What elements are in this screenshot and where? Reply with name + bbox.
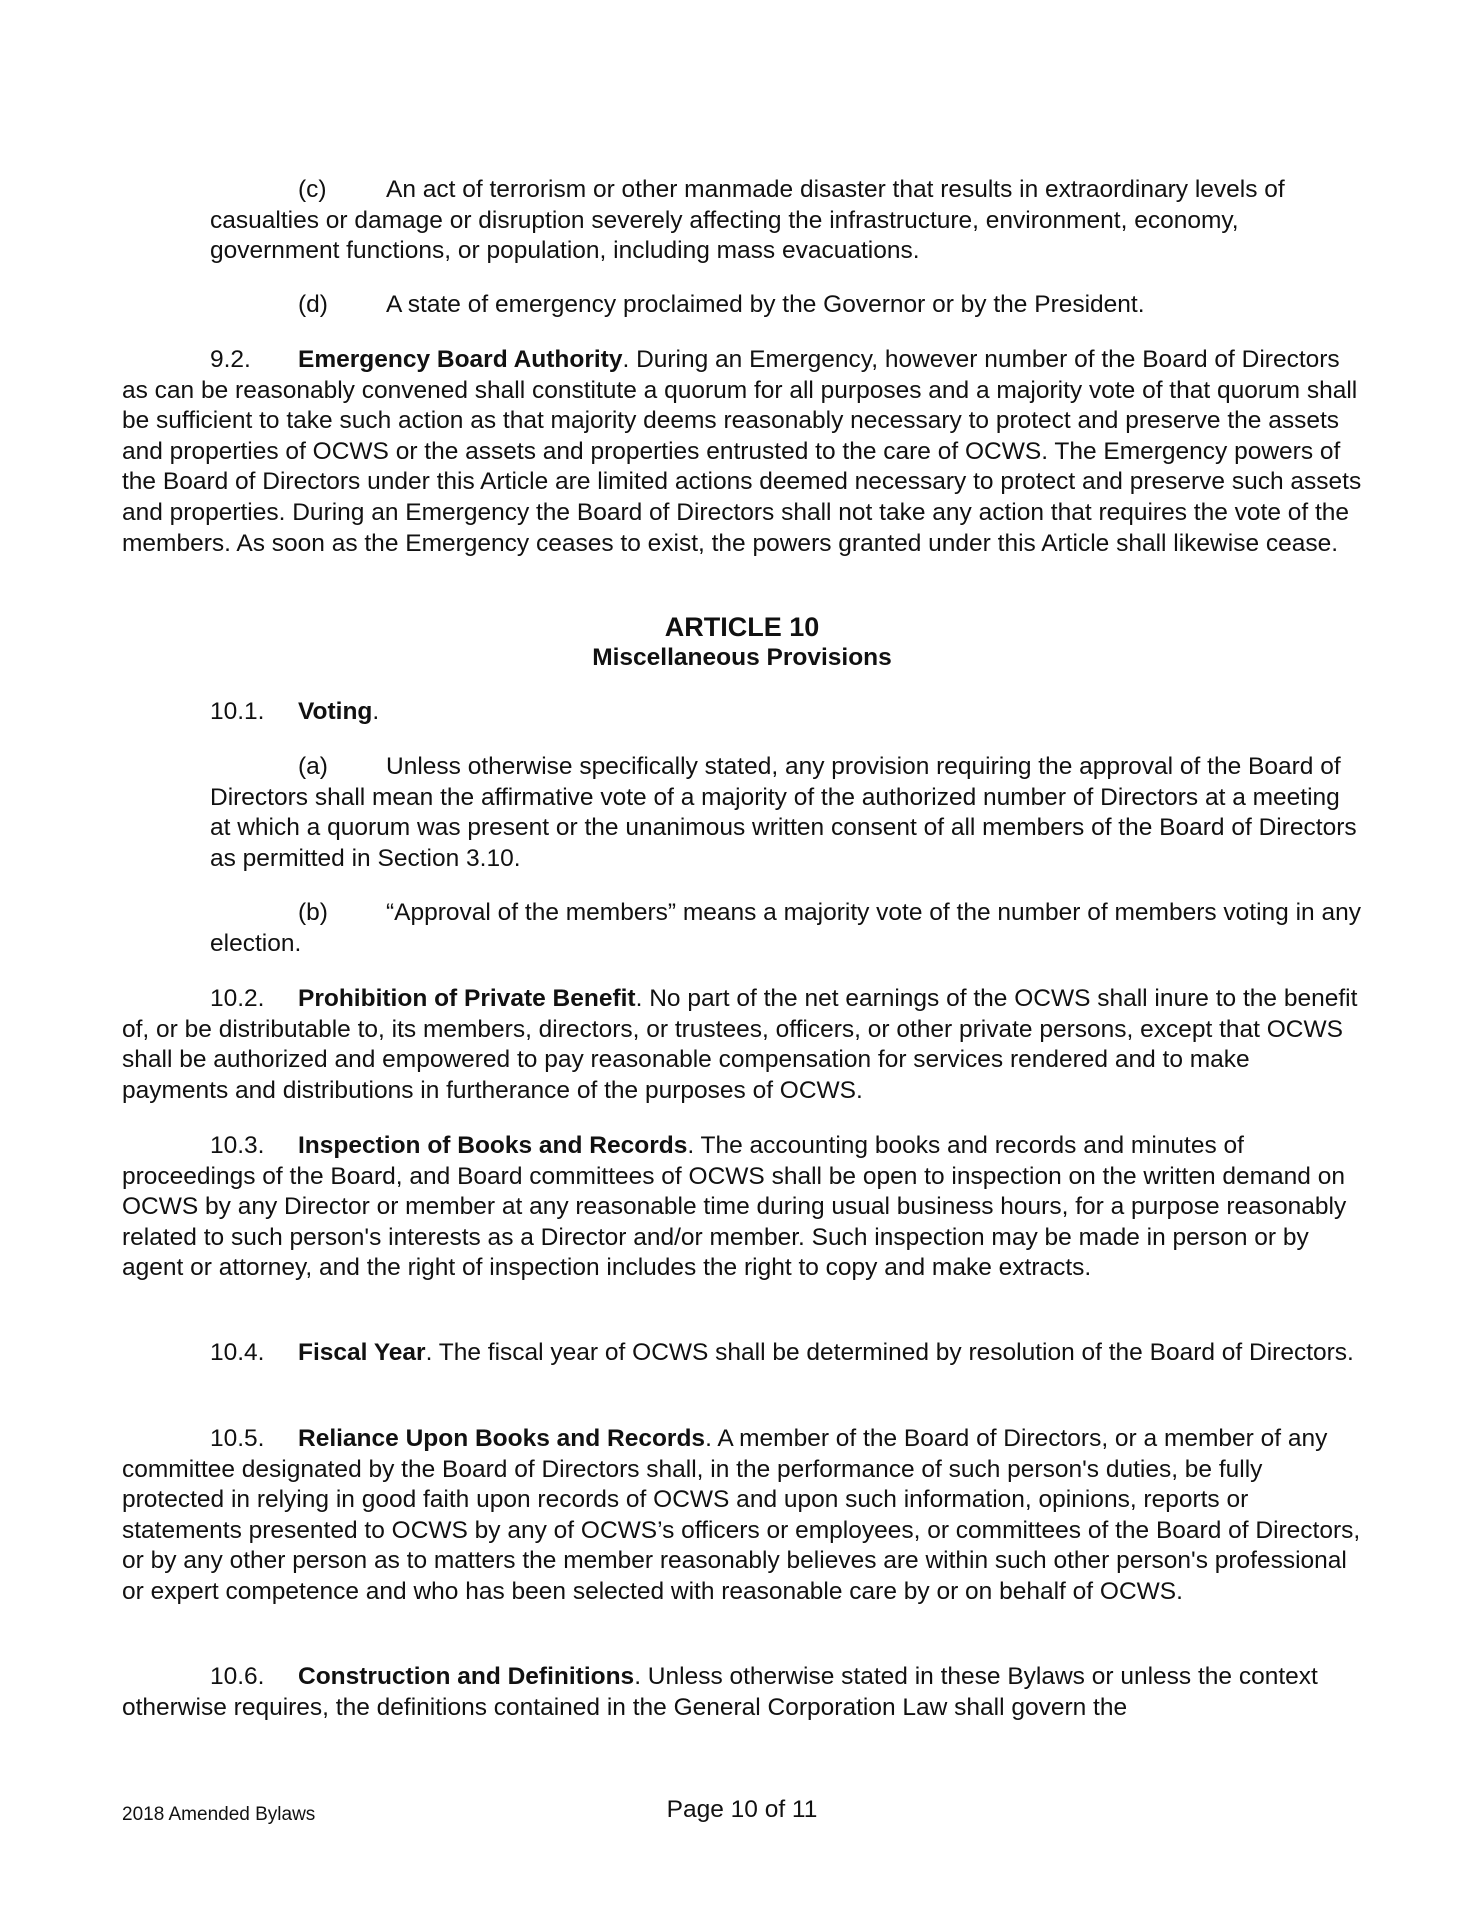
section-heading: Voting bbox=[298, 698, 373, 725]
paragraph-text: Unless otherwise specifically stated, any provision requiring the approval of the Board of Directors shall mean the affirmative vote of a majority of the authorized number of Directors at a meeting at which a quorum was present or the unanimous written consent of all members of the Board of Directors as permitted in Section 3.10. bbox=[210, 753, 1357, 872]
section-10-5 bbox=[122, 1424, 1362, 1608]
section-text: . The fiscal year of OCWS shall be determined by resolution of the Board of Directors. bbox=[425, 1339, 1354, 1366]
section-heading: Inspection of Books and Records bbox=[298, 1132, 688, 1159]
section-heading: Reliance Upon Books and Records bbox=[298, 1425, 706, 1452]
paragraph-text: An act of terrorism or other manmade disaster that results in extraordinary levels of casualties or damage or disruption severely affecting the infrastructure, environment, economy, government functions, or population, including mass evacuations. bbox=[210, 176, 1285, 265]
footer-document-name: 2018 Amended Bylaws bbox=[122, 1804, 316, 1825]
article-title: ARTICLE 10 bbox=[664, 612, 820, 642]
section-heading: Fiscal Year bbox=[298, 1339, 426, 1366]
section-10-4 bbox=[122, 1338, 1362, 1369]
section-number: 10.4. bbox=[210, 1339, 265, 1366]
section-suffix: . bbox=[372, 698, 380, 725]
paragraph-label: (b) bbox=[298, 899, 328, 926]
section-9-2 bbox=[122, 345, 1362, 559]
paragraph-c bbox=[210, 175, 1362, 267]
paragraph-a bbox=[210, 752, 1362, 874]
section-10-1 bbox=[122, 697, 1362, 728]
paragraph-b bbox=[210, 898, 1362, 959]
article-heading bbox=[0, 612, 1484, 673]
paragraph-d bbox=[210, 290, 1362, 321]
paragraph-text: “Approval of the members” means a majority vote of the number of members voting in any election. bbox=[210, 899, 1361, 957]
section-text: . The accounting books and records and minutes of proceedings of the Board, and Board committees of OCWS shall be open to inspection on the written demand on OCWS by any Director or member at any reasonable time during usual business hours, for a purpose reasonably related to such person's interests as a Director and/or member. Such inspection may be made in person or by agent or attorney, and the right of inspection includes the right to copy and make extracts. bbox=[122, 1132, 1347, 1282]
section-text: . Unless otherwise stated in these Bylaws or unless the context otherwise requires, the definitions contained in the General Corporation Law shall govern the bbox=[122, 1663, 1318, 1721]
section-number: 10.3. bbox=[210, 1132, 265, 1159]
section-number: 10.2. bbox=[210, 985, 265, 1012]
section-number: 9.2. bbox=[210, 346, 251, 373]
section-text: . No part of the net earnings of the OCWS shall inure to the benefit of, or be distributable to, its members, directors, or trustees, officers, or other private persons, except that OCWS shall be authorized and empowered to pay reasonable compensation for services rendered and to make payments and distributions in furtherance of the purposes of OCWS. bbox=[122, 985, 1358, 1104]
paragraph-text: A state of emergency proclaimed by the Governor or by the President. bbox=[386, 291, 1145, 318]
section-number: 10.6. bbox=[210, 1663, 265, 1690]
section-heading: Emergency Board Authority bbox=[298, 346, 623, 373]
section-10-2 bbox=[122, 984, 1362, 1106]
section-number: 10.1. bbox=[210, 698, 265, 725]
paragraph-label: (c) bbox=[298, 176, 327, 203]
paragraph-label: (a) bbox=[298, 753, 328, 780]
section-number: 10.5. bbox=[210, 1425, 265, 1452]
article-subtitle: Miscellaneous Provisions bbox=[592, 643, 892, 671]
paragraph-label: (d) bbox=[298, 291, 328, 318]
section-text: . A member of the Board of Directors, or a member of any committee designated by the Board of Directors shall, in the performance of such person's duties, be fully protected in relying in good faith upon records of OCWS and upon such information, opinions, reports or statements presented to OCWS by any of OCWS’s officers or employees, or committees of the Board of Directors, or by any other person as to matters the member reasonably believes are within such other person's professional or expert competence and who has been selected with reasonable care by or on behalf of OCWS. bbox=[122, 1425, 1361, 1605]
section-heading: Construction and Definitions bbox=[298, 1663, 635, 1690]
section-heading: Prohibition of Private Benefit bbox=[298, 985, 636, 1012]
section-10-6 bbox=[122, 1662, 1362, 1723]
page-number: Page 10 of 11 bbox=[666, 1796, 818, 1823]
section-text: . During an Emergency, however number of the Board of Directors as can be reasonably convened shall constitute a quorum for all purposes and a majority vote of that quorum shall be sufficient to take such action as that majority deems reasonably necessary to protect and preserve the assets and properties of OCWS or the assets and properties entrusted to the care of OCWS. The Emergency powers of the Board of Directors under this Article are limited actions deemed necessary to protect and preserve such assets and properties. During an Emergency the Board of Directors shall not take any action that requires the vote of the members. As soon as the Emergency ceases to exist, the powers granted under this Article shall likewise cease. bbox=[122, 346, 1362, 557]
section-10-3 bbox=[122, 1131, 1362, 1284]
